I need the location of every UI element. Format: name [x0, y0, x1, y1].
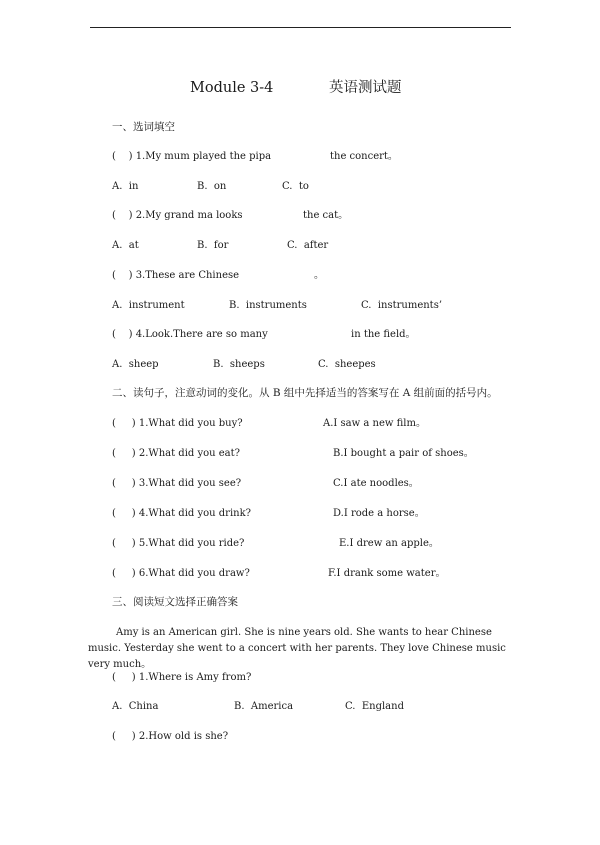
page-title-left: Module 3-4: [190, 80, 274, 96]
option: A. China: [112, 701, 159, 712]
question-stem: ( ) 3.These are Chinese: [112, 270, 240, 281]
matching-answer: D.I rode a horse。: [333, 508, 425, 519]
matching-answer: B.I bought a pair of shoes。: [333, 448, 474, 459]
option: C. instruments’: [361, 300, 443, 311]
option: B. America: [234, 701, 294, 712]
matching-question: ( ) 2.What did you eat?: [112, 448, 241, 459]
question-stem-tail: the concert。: [330, 151, 398, 162]
option: A. at: [112, 240, 139, 251]
question-stem-tail: in the field。: [351, 329, 416, 340]
matching-answer: C.I ate noodles。: [333, 478, 419, 489]
option: C. England: [345, 701, 404, 712]
option: C. sheepes: [318, 359, 376, 370]
matching-answer: A.I saw a new film。: [323, 418, 426, 429]
option: A. in: [112, 181, 139, 192]
option: B. instruments: [229, 300, 307, 311]
section2-heading: 二、读句子，注意动词的变化。从 B 组中先择适当的答案写在 A 组前面的括号内。: [112, 387, 498, 399]
reading-question: ( ) 1.Where is Amy from?: [112, 672, 252, 683]
option: C. after: [287, 240, 329, 251]
page-title-right: 英语测试题: [329, 80, 402, 96]
section1-heading: 一、选词填空: [112, 121, 175, 133]
option: B. for: [197, 240, 229, 251]
matching-answer: F.I drank some water。: [328, 568, 446, 579]
matching-question: ( ) 1.What did you buy?: [112, 418, 243, 429]
option: B. sheeps: [213, 359, 265, 370]
question-stem-tail: the cat。: [303, 210, 349, 221]
option: B. on: [197, 181, 227, 192]
top-rule: [90, 27, 511, 28]
matching-answer: E.I drew an apple。: [339, 538, 439, 549]
option: A. instrument: [112, 300, 185, 311]
matching-question: ( ) 6.What did you draw?: [112, 568, 250, 579]
option: C. to: [282, 181, 309, 192]
matching-question: ( ) 5.What did you ride?: [112, 538, 245, 549]
matching-question: ( ) 4.What did you drink?: [112, 508, 252, 519]
question-stem: ( ) 4.Look.There are so many: [112, 329, 268, 340]
question-stem-tail: 。: [314, 270, 324, 281]
question-stem: ( ) 2.My grand ma looks: [112, 210, 243, 221]
option: A. sheep: [112, 359, 159, 370]
reading-passage: Amy is an American girl. She is nine years old. She wants to hear Chinese music. Yesterday she went to a concert with her parents. They love Chinese music very much。: [88, 627, 506, 670]
matching-question: ( ) 3.What did you see?: [112, 478, 242, 489]
question-stem: ( ) 1.My mum played the pipa: [112, 151, 272, 162]
section3-heading: 三、阅读短文选择正确答案: [112, 596, 238, 608]
reading-question: ( ) 2.How old is she?: [112, 731, 229, 742]
